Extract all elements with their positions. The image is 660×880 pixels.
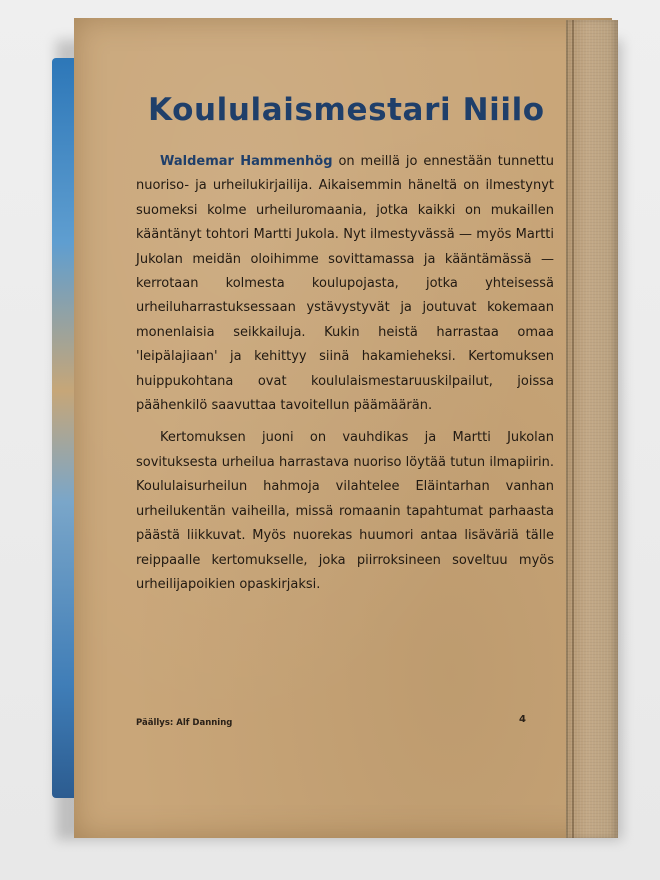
blurb-text — [136, 150, 554, 605]
cover-art-credit: Päällys: Alf Danning — [136, 718, 233, 728]
book-title: Koululaismestari Niilo — [148, 92, 545, 128]
blurb-paragraph-1 — [136, 150, 554, 418]
series-number: 4 — [519, 714, 526, 725]
blurb-paragraph-2: Kertomuksen juoni on vauhdikas ja Martti Jukolan sovituksesta urheilua harrastava nuoriso löytää tutun ilmapiirin. Koululaisurheilun hahmoja vilahtelee Eläintarhan vanhan urheilukentän vaiheilla, missä romaanin tapahtumat parhaasta päästä liikkuvat. Myös nuorekas huumori antaa lisäväriä tälle reippaalle kertomukselle, joka piirroksineen soveltuu myös urheilijapoikien opaskirjaksi. — [136, 430, 554, 592]
spine-hinge-groove — [572, 20, 574, 838]
author-name: Waldemar Hammenhög — [160, 154, 333, 169]
blurb-paragraph-1-text: on meillä jo ennestään tunnettu nuoriso- ja urheilukirjailija. Aikaisemmin häneltä on ilmestynyt suomeksi kolme urheiluromaania, jotka kaikki on mukaillen kääntänyt tohtori Martti Jukola. Nyt ilmestyvässä — myös Martti Jukolan meidän oloihimme sovittamassa ja kääntämässä — kerrotaan kolmesta koulupojasta, jotka yhteisessä urheiluharrastuksessaan ystävystyvät ja joutuvat kokemaan monenlaisia seikkailuja. Kukin heistä harrastaa omaa 'leipälajiaan' ja kehittyy siinä hakamieheksi. Kertomuksen huippukohtana ovat koululaismestaruuskilpailut, joissa päähenkilö saavuttaa tavoitellun päämäärän. — [136, 154, 554, 414]
